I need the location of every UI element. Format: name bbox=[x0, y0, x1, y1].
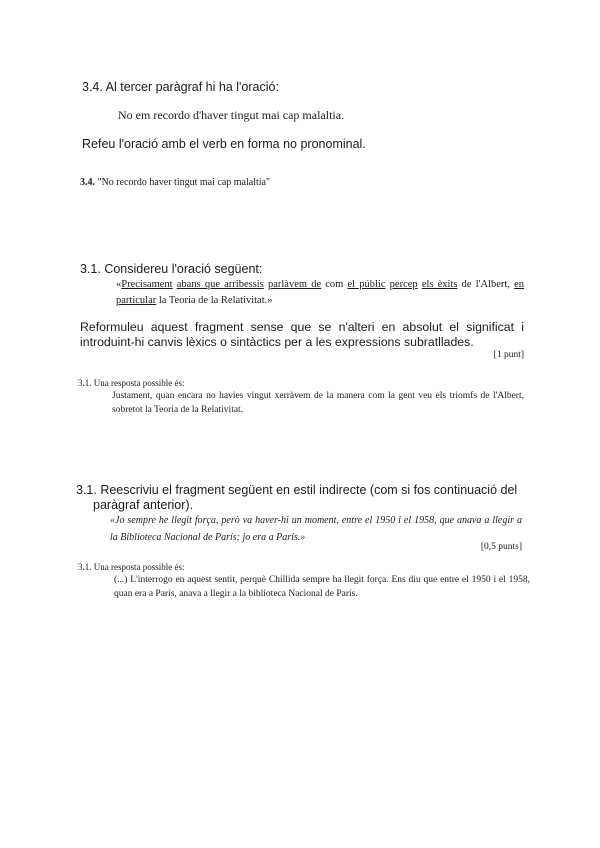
underlined-phrase-3: parlàvem de bbox=[267, 279, 322, 290]
quote-open: « bbox=[116, 279, 122, 290]
quote-text-2: de l'Albert, bbox=[457, 279, 515, 290]
quote-text-1: com bbox=[321, 279, 348, 290]
answer-3-4-number: 3.4. bbox=[80, 177, 95, 188]
underlined-phrase-4: el públic bbox=[347, 279, 386, 290]
answer-3-4-text: "No recordo haver tingut mai cap malaltia" bbox=[95, 177, 271, 188]
question-3-4-heading: 3.4. Al tercer paràgraf hi ha l'oració: bbox=[82, 80, 279, 94]
answer-3-1a-body: Justament, quan encara no havies vingut xerràvem de la manera com la gent veu els triomfs de l'Albert, sobretot la Teoria de la Relativitat. bbox=[112, 391, 524, 415]
underlined-phrase-5: percep bbox=[389, 279, 418, 290]
question-3-1b-quote: «Jo sempre he llegit força, però va haver-hi un moment, entre el 1950 i el 1958, que anava a llegir a la Biblioteca Nacional de París; jo era a París.» bbox=[110, 515, 522, 543]
question-3-1a-points: [1 punt] bbox=[493, 350, 524, 360]
question-3-4-quote: No em recordo d'haver tingut mai cap malaltia. bbox=[118, 108, 345, 122]
answer-3-1a-heading: 3.1. Una resposta possible és: bbox=[78, 378, 185, 388]
question-3-1b-heading-line2: paràgraf anterior). bbox=[93, 498, 194, 512]
answer-3-4 bbox=[80, 177, 270, 188]
underlined-phrase-6: els èxits bbox=[421, 279, 458, 290]
answer-3-1b-body: (...) L'interrogo en aquest sentit, perquè Chillida sempre ha llegit força. Ens diu que entre el 1950 i el 1958, quan era a París, anava a llegir a la biblioteca Nacional de París. bbox=[114, 575, 530, 599]
question-3-1a-heading: 3.1. Considereu l'oració següent: bbox=[80, 262, 263, 276]
question-3-4-instruction: Refeu l'oració amb el verb en forma no pronominal. bbox=[82, 137, 366, 151]
underlined-phrase-1: Precisament bbox=[121, 279, 173, 290]
underlined-phrase-2: abans que arribessis bbox=[176, 279, 264, 290]
question-3-1a-instruction: Reformuleu aquest fragment sense que se n'alteri en absolut el significat i introduint-hi canvis lèxics o sintàctics per a les expressions subratllades. bbox=[80, 320, 524, 349]
question-3-1b-heading bbox=[76, 483, 523, 513]
underlined-phrase-7: en particular bbox=[116, 279, 525, 306]
quote-text-3: la Teoria de la Relativitat.» bbox=[156, 295, 273, 306]
question-3-1b-points: [0,5 punts] bbox=[480, 542, 522, 552]
question-3-1a-quote bbox=[116, 277, 524, 309]
question-3-1b-heading-line1: 3.1. Reescriviu el fragment següent en estil indirecte (com si fos continuació del bbox=[76, 483, 518, 497]
answer-3-1b-heading: 3.1. Una resposta possible és: bbox=[78, 562, 185, 572]
